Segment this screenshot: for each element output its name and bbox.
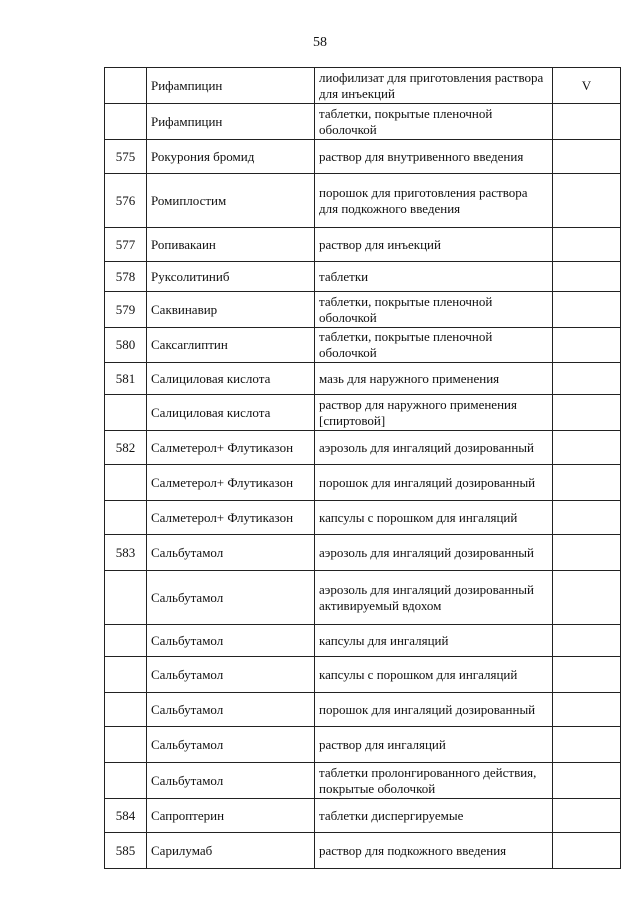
dosage-form: таблетки: [315, 262, 553, 292]
row-number: 575: [105, 140, 147, 174]
row-mark: [553, 657, 621, 693]
row-mark: [553, 571, 621, 625]
drug-name: Рифампицин: [147, 68, 315, 104]
drug-name: Ромиплостим: [147, 174, 315, 228]
dosage-form: мазь для наружного применения: [315, 363, 553, 395]
table-row: [105, 431, 621, 465]
table-row: [105, 833, 621, 869]
row-mark: [553, 431, 621, 465]
table-row: [105, 727, 621, 763]
row-number: [105, 395, 147, 431]
row-number: [105, 501, 147, 535]
row-number: 583: [105, 535, 147, 571]
dosage-form: аэрозоль для ингаляций дозированный: [315, 535, 553, 571]
row-number: [105, 625, 147, 657]
drug-name: Салметерол+ Флутиказон: [147, 431, 315, 465]
drug-name: Салициловая кислота: [147, 395, 315, 431]
drug-name: Сапроптерин: [147, 799, 315, 833]
drug-name: Сальбутамол: [147, 763, 315, 799]
row-number: [105, 657, 147, 693]
dosage-form: капсулы для ингаляций: [315, 625, 553, 657]
drug-name: Сальбутамол: [147, 693, 315, 727]
row-number: 584: [105, 799, 147, 833]
row-number: [105, 571, 147, 625]
drug-name: Рифампицин: [147, 104, 315, 140]
table-row: [105, 68, 621, 104]
drug-name: Саксаглиптин: [147, 328, 315, 363]
drug-name: Рокурония бромид: [147, 140, 315, 174]
row-number: [105, 763, 147, 799]
row-mark: [553, 763, 621, 799]
dosage-form: раствор для наружного применения [спиртовой]: [315, 395, 553, 431]
drug-name: Сальбутамол: [147, 571, 315, 625]
row-mark: [553, 727, 621, 763]
row-mark: [553, 465, 621, 501]
drug-name: Салметерол+ Флутиказон: [147, 501, 315, 535]
row-number: [105, 104, 147, 140]
row-number: [105, 693, 147, 727]
row-mark: [553, 292, 621, 328]
drug-table: [104, 67, 621, 869]
row-mark: [553, 140, 621, 174]
row-number: 579: [105, 292, 147, 328]
dosage-form: аэрозоль для ингаляций дозированный активируемый вдохом: [315, 571, 553, 625]
row-number: 577: [105, 228, 147, 262]
drug-name: Сальбутамол: [147, 657, 315, 693]
table-row: [105, 465, 621, 501]
table-row: [105, 104, 621, 140]
dosage-form: таблетки диспергируемые: [315, 799, 553, 833]
row-mark: [553, 535, 621, 571]
table-row: [105, 262, 621, 292]
drug-name: Сарилумаб: [147, 833, 315, 869]
row-number: 581: [105, 363, 147, 395]
row-mark: V: [553, 68, 621, 104]
row-mark: [553, 799, 621, 833]
dosage-form: раствор для подкожного введения: [315, 833, 553, 869]
dosage-form: порошок для приготовления раствора для подкожного введения: [315, 174, 553, 228]
dosage-form: лиофилизат для приготовления раствора для инъекций: [315, 68, 553, 104]
table-row: [105, 763, 621, 799]
row-number: 585: [105, 833, 147, 869]
table-row: [105, 693, 621, 727]
row-mark: [553, 833, 621, 869]
row-number: 582: [105, 431, 147, 465]
row-number: [105, 465, 147, 501]
row-number: [105, 727, 147, 763]
drug-name: Саквинавир: [147, 292, 315, 328]
dosage-form: аэрозоль для ингаляций дозированный: [315, 431, 553, 465]
table-row: [105, 501, 621, 535]
row-mark: [553, 363, 621, 395]
table-row: [105, 535, 621, 571]
row-mark: [553, 228, 621, 262]
dosage-form: таблетки, покрытые пленочной оболочкой: [315, 328, 553, 363]
row-number: 578: [105, 262, 147, 292]
drug-name: Салициловая кислота: [147, 363, 315, 395]
dosage-form: капсулы с порошком для ингаляций: [315, 657, 553, 693]
row-mark: [553, 395, 621, 431]
drug-name: Сальбутамол: [147, 625, 315, 657]
dosage-form: таблетки, покрытые пленочной оболочкой: [315, 104, 553, 140]
row-mark: [553, 501, 621, 535]
table-row: [105, 657, 621, 693]
dosage-form: порошок для ингаляций дозированный: [315, 465, 553, 501]
row-number: 576: [105, 174, 147, 228]
dosage-form: таблетки пролонгированного действия, покрытые оболочкой: [315, 763, 553, 799]
table-row: [105, 799, 621, 833]
table-row: [105, 363, 621, 395]
row-mark: [553, 174, 621, 228]
table-row: [105, 292, 621, 328]
dosage-form: раствор для ингаляций: [315, 727, 553, 763]
table-row: [105, 228, 621, 262]
row-number: 580: [105, 328, 147, 363]
row-mark: [553, 693, 621, 727]
dosage-form: таблетки, покрытые пленочной оболочкой: [315, 292, 553, 328]
table-row: [105, 174, 621, 228]
row-mark: [553, 104, 621, 140]
table-row: [105, 328, 621, 363]
drug-name: Салметерол+ Флутиказон: [147, 465, 315, 501]
dosage-form: раствор для инъекций: [315, 228, 553, 262]
row-mark: [553, 262, 621, 292]
table-row: [105, 395, 621, 431]
table-row: [105, 571, 621, 625]
drug-name: Ропивакаин: [147, 228, 315, 262]
page-number: 58: [313, 35, 327, 50]
row-number: [105, 68, 147, 104]
drug-name: Сальбутамол: [147, 727, 315, 763]
dosage-form: раствор для внутривенного введения: [315, 140, 553, 174]
dosage-form: порошок для ингаляций дозированный: [315, 693, 553, 727]
row-mark: [553, 625, 621, 657]
drug-name: Руксолитиниб: [147, 262, 315, 292]
drug-name: Сальбутамол: [147, 535, 315, 571]
table-row: [105, 140, 621, 174]
table-row: [105, 625, 621, 657]
dosage-form: капсулы с порошком для ингаляций: [315, 501, 553, 535]
row-mark: [553, 328, 621, 363]
